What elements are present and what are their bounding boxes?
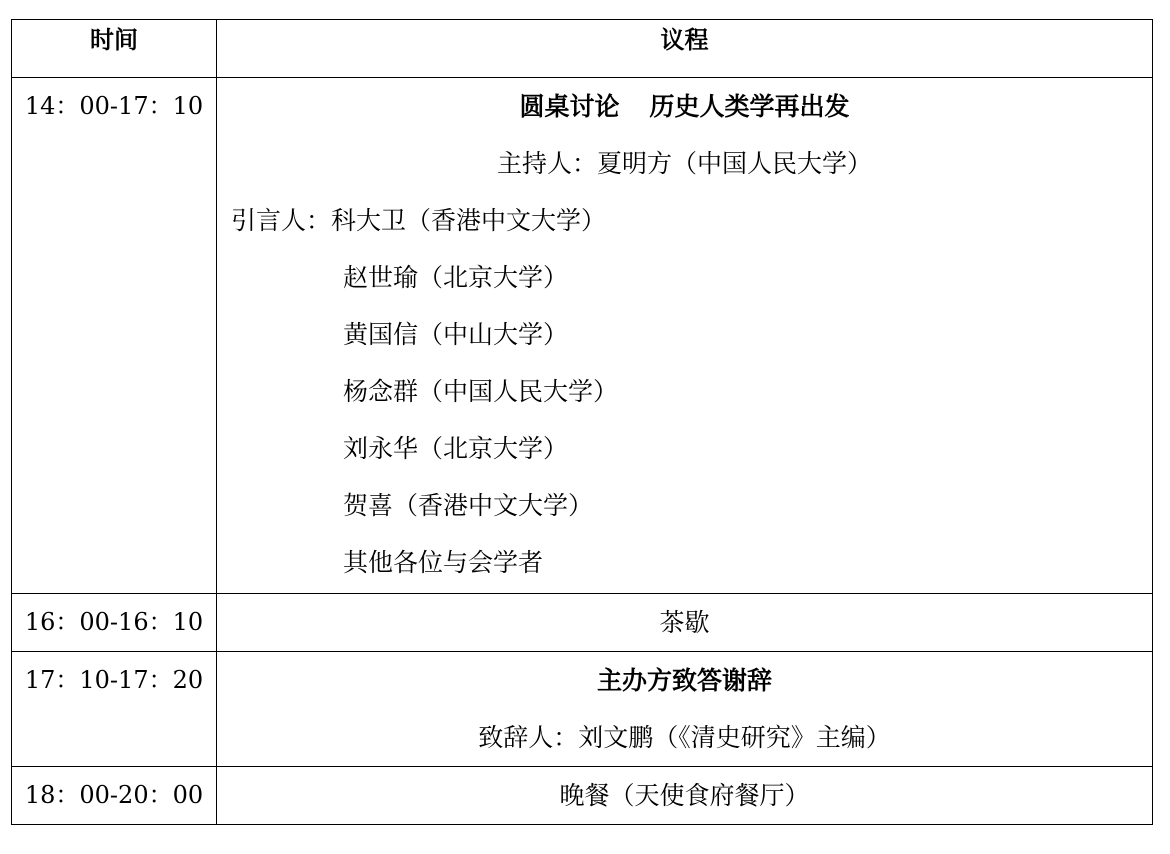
speaker-item: 贺喜（香港中文大学） (343, 491, 594, 520)
speaker-item: 刘永华（北京大学） (343, 434, 569, 463)
header-row (12, 20, 1153, 78)
header-time: 时间 (12, 20, 217, 78)
speaker-item: 其他各位与会学者 (343, 548, 544, 577)
row-time: 14：00-17：10 (12, 78, 217, 594)
row-agenda (217, 594, 1153, 652)
closing-speaker: 致辞人：刘文鹏（《清史研究》主编） (478, 723, 891, 752)
row-agenda (217, 652, 1153, 767)
row-agenda (217, 78, 1153, 594)
host-line: 主持人：夏明方（中国人民大学） (496, 149, 872, 178)
closing-title: 主办方致答谢辞 (596, 666, 772, 695)
row-time: 16：00-16：10 (12, 594, 217, 652)
speaker-item: 赵世瑜（北京大学） (343, 263, 569, 292)
speaker-line (217, 192, 1152, 249)
row-agenda (217, 767, 1153, 825)
session-title-a: 圆桌讨论 (519, 92, 620, 121)
session-title (217, 78, 1152, 135)
table-row (12, 767, 1153, 825)
agenda-table (11, 19, 1153, 825)
speaker-item: 科大卫（香港中文大学） (331, 206, 607, 235)
header-agenda: 议程 (217, 20, 1153, 78)
session-title-b: 历史人类学再出发 (649, 92, 850, 121)
row-time: 18：00-20：00 (12, 767, 217, 825)
speaker-item: 杨念群（中国人民大学） (343, 377, 619, 406)
table-row (12, 652, 1153, 767)
table-row (12, 78, 1153, 594)
break-text: 茶歇 (659, 608, 710, 637)
row-time: 17：10-17：20 (12, 652, 217, 767)
table-row (12, 594, 1153, 652)
dinner-text: 晚餐（天使食府餐厅） (559, 781, 810, 810)
speaker-item: 黄国信（中山大学） (343, 320, 569, 349)
speakers-label: 引言人： (231, 206, 332, 235)
